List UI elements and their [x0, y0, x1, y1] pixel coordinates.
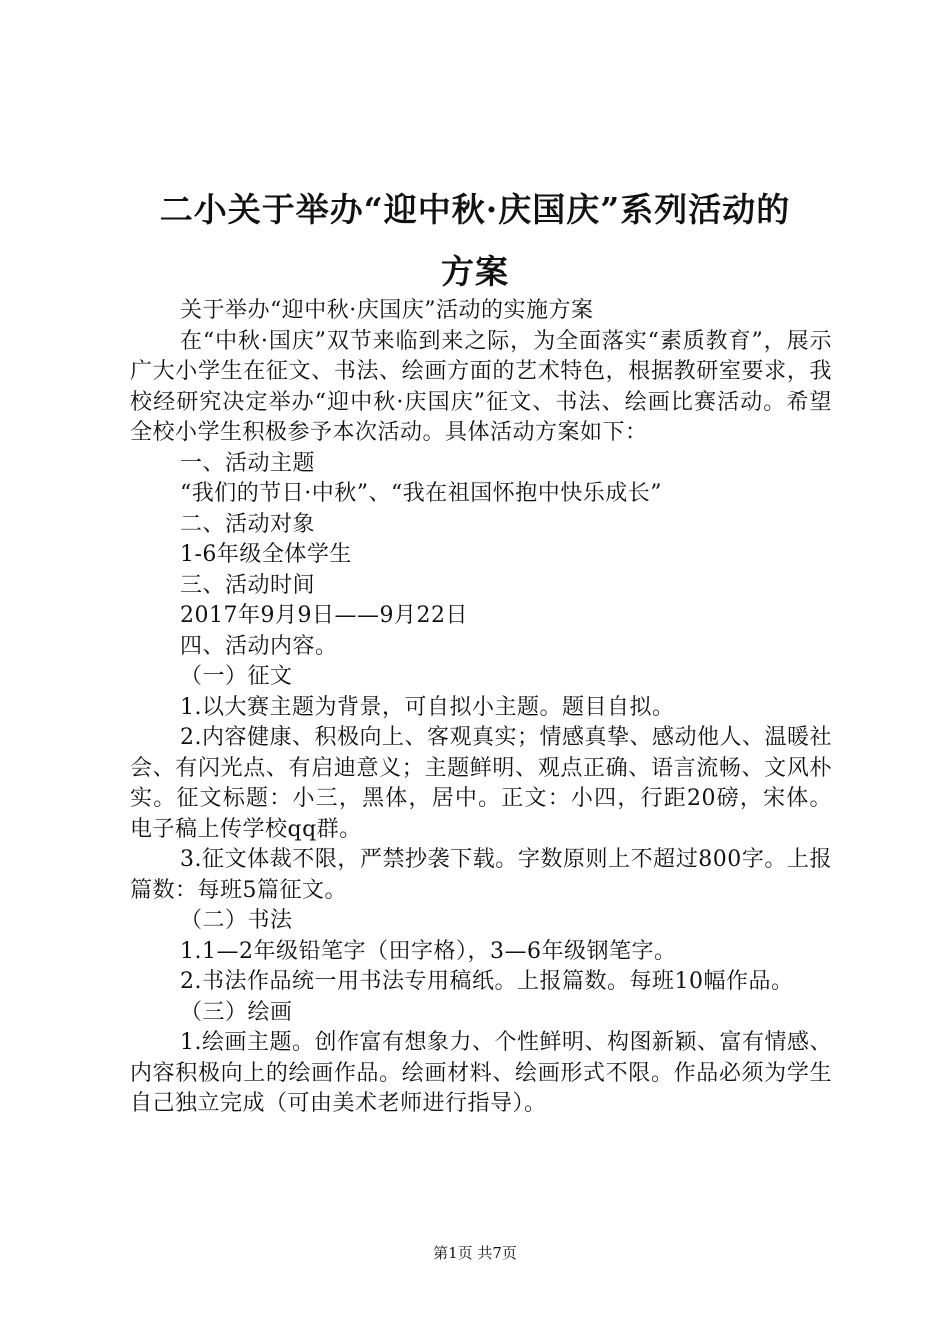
paragraph-essay-1: 1.以大赛主题为背景，可自拟小主题。题目自拟。 [180, 694, 675, 720]
document-title-line-1: 二小关于举办“迎中秋·庆国庆”系列活动的 [159, 190, 791, 229]
paragraph-essay-2: 2.内容健康、积极向上、客观真实；情感真挚、感动他人、温暖社会、有闪光点、有启迪意义；主题鲜明、观点正确、语言流畅、文风朴实。征文标题：小三，黑体，居中。正文：小四，行距20磅，宋体。电子稿上传学校qq群。 [130, 725, 832, 842]
paragraph-calligraphy-1: 1.1—2年级铅笔字（田字格），3—6年级钢笔字。 [180, 938, 677, 964]
heading-target: 二、活动对象 [180, 511, 316, 537]
paragraph-theme: “我们的节日·中秋”、“我在祖国怀抱中快乐成长” [180, 481, 662, 506]
subheading-essay: （一）征文 [180, 664, 293, 689]
paragraph-intro: 在“中秋·国庆”双节来临到来之际，为全面落实“素质教育”，展示广大小学生在征文、书法、绘画方面的艺术特色，根据教研室要求，我校经研究决定举办“迎中秋·庆国庆”征文、书法、绘画比赛活动。希望全校小学生积极参予本次活动。具体活动方案如下： [130, 328, 832, 445]
paragraph-subtitle: 关于举办“迎中秋·庆国庆”活动的实施方案 [180, 298, 594, 323]
paragraph-calligraphy-2: 2.书法作品统一用书法专用稿纸。上报篇数。每班10幅作品。 [180, 969, 794, 994]
subheading-painting: （三）绘画 [180, 999, 293, 1025]
document-body [130, 296, 832, 1120]
paragraph-essay-3: 3.征文体裁不限，严禁抄袭下载。字数原则上不超过800字。上报篇数：每班5篇征文。 [130, 847, 832, 903]
heading-time: 三、活动时间 [180, 572, 316, 598]
paragraph-time: 2017年9月9日——9月22日 [180, 603, 468, 628]
paragraph-painting-1: 1.绘画主题。创作富有想象力、个性鲜明、构图新颖、富有情感、内容积极向上的绘画作品。绘画材料、绘画形式不限。作品必须为学生自己独立完成（可由美术老师进行指导）。 [130, 1030, 832, 1116]
paragraph-target: 1-6年级全体学生 [180, 542, 352, 567]
document-title-line-2: 方案 [441, 252, 509, 291]
heading-theme: 一、活动主题 [180, 450, 316, 476]
heading-content: 四、活动内容。 [180, 633, 338, 659]
subheading-calligraphy: （二）书法 [180, 908, 293, 933]
page-footer: 第1页 共7页 [433, 1244, 517, 1262]
